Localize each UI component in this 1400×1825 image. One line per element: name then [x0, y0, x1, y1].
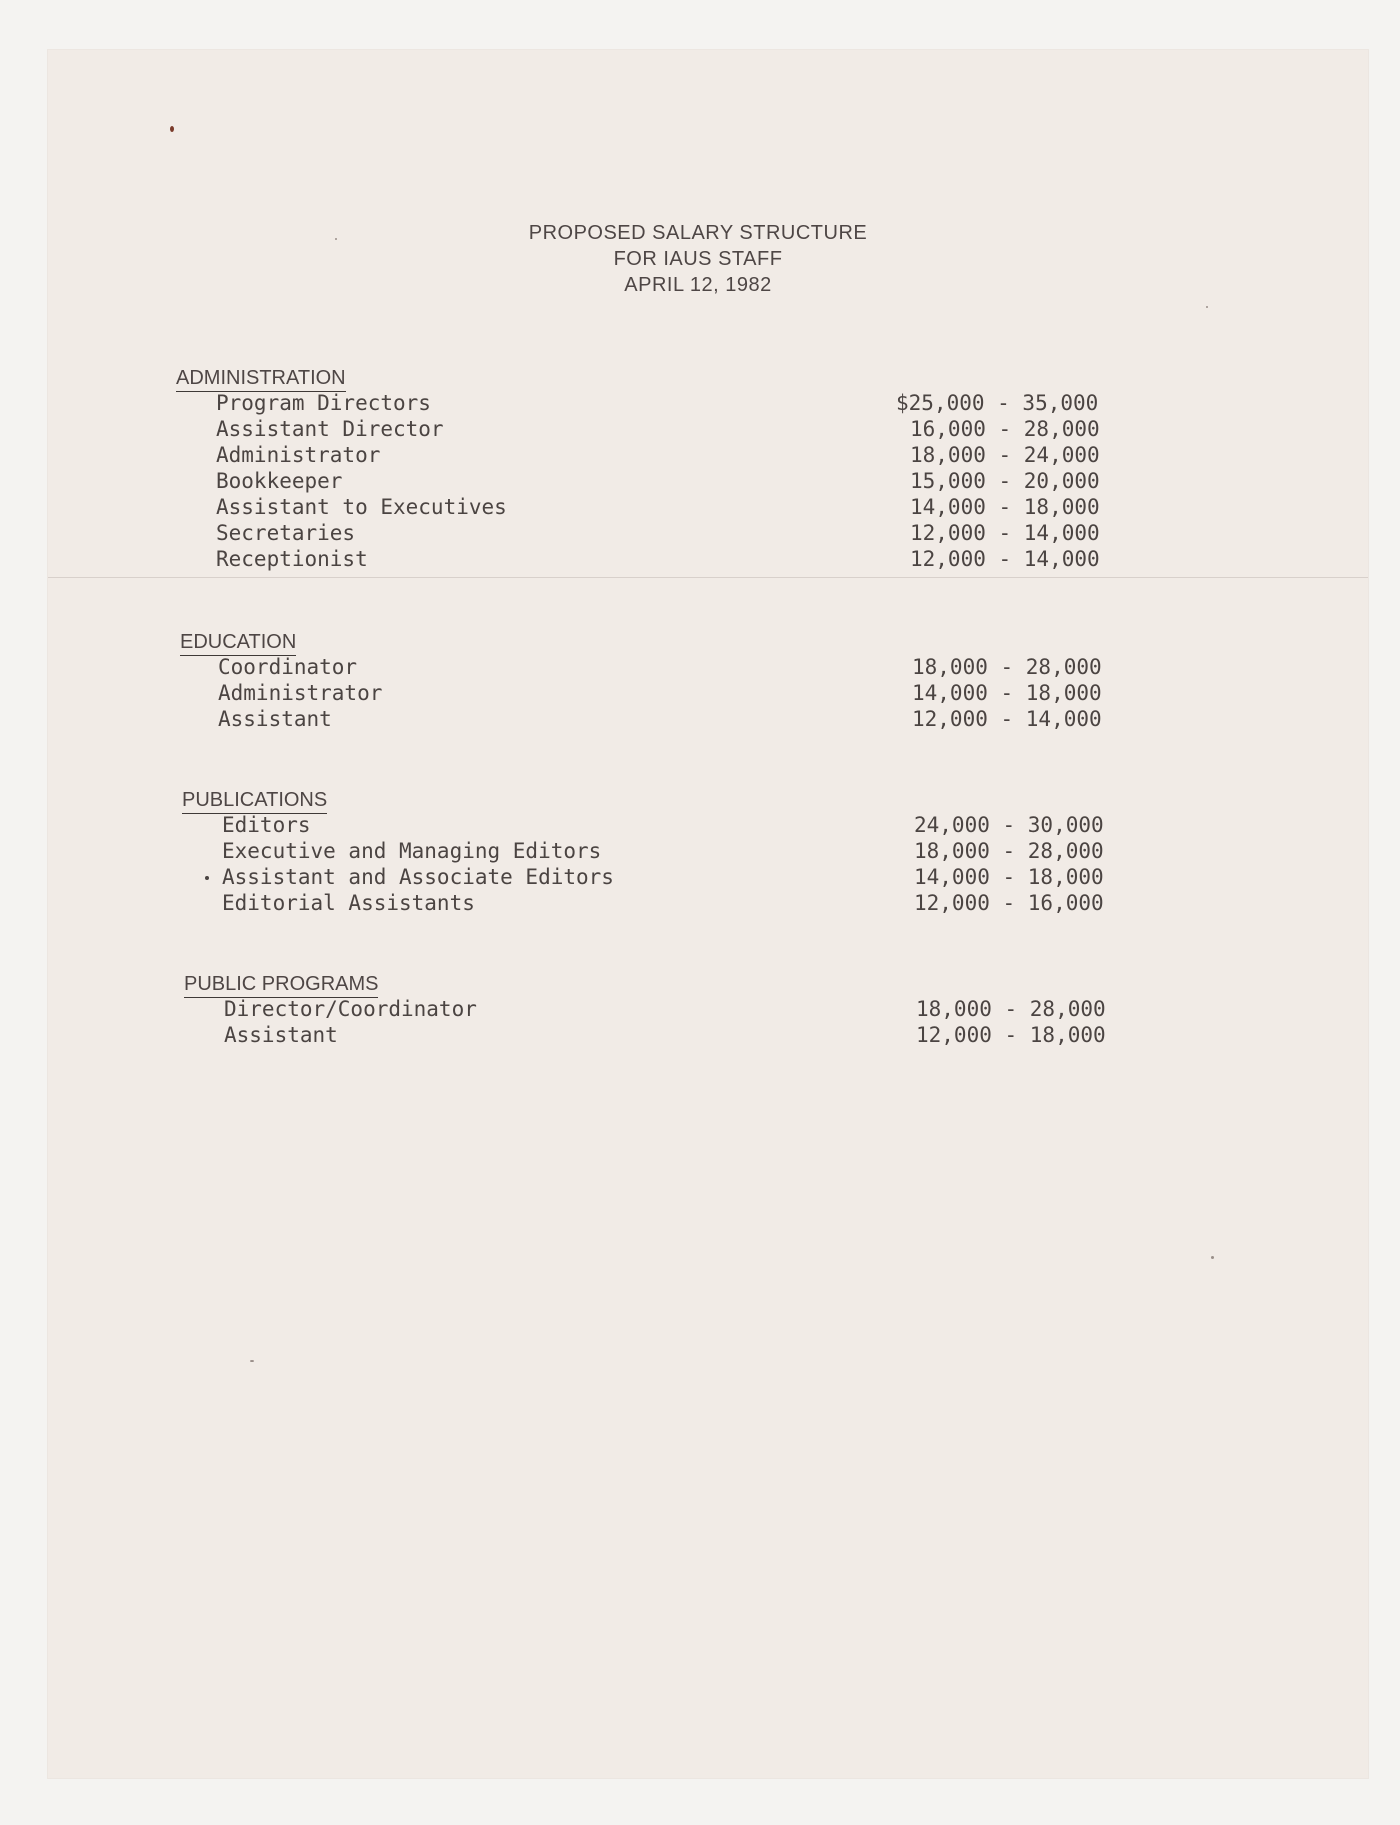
- paper-speck: [335, 238, 337, 240]
- salary-range: 14,000 - 18,000: [912, 681, 1102, 705]
- table-row: [48, 706, 1368, 732]
- section-heading: EDUCATION: [180, 630, 296, 656]
- table-row: [48, 520, 1368, 546]
- salary-range: 12,000 - 14,000: [910, 521, 1100, 545]
- position-title: Administrator: [216, 443, 381, 467]
- salary-range: 12,000 - 14,000: [910, 547, 1100, 571]
- table-row: [48, 390, 1368, 416]
- position-title: Editors: [222, 813, 311, 837]
- salary-range: 12,000 - 14,000: [912, 707, 1102, 731]
- title-line: PROPOSED SALARY STRUCTURE: [528, 222, 868, 244]
- salary-range: 18,000 - 28,000: [914, 839, 1104, 863]
- position-title: Assistant: [224, 1023, 338, 1047]
- salary-range: 14,000 - 18,000: [914, 865, 1104, 889]
- paper-speck: [170, 126, 174, 132]
- salary-range: 18,000 - 28,000: [912, 655, 1102, 679]
- section-heading: ADMINISTRATION: [176, 366, 346, 392]
- table-row: [48, 680, 1368, 706]
- date-line: APRIL 12, 1982: [624, 274, 772, 296]
- table-row: [48, 812, 1368, 838]
- salary-range: 18,000 - 24,000: [910, 443, 1100, 467]
- position-title: Executive and Managing Editors: [222, 839, 602, 863]
- position-title: Assistant: [218, 707, 332, 731]
- salary-range: 18,000 - 28,000: [916, 997, 1106, 1021]
- paper-speck: [1206, 306, 1208, 308]
- salary-range: 12,000 - 18,000: [916, 1023, 1106, 1047]
- position-title: Assistant to Executives: [216, 495, 507, 519]
- table-row: [48, 494, 1368, 520]
- table-row: [48, 546, 1368, 572]
- salary-range: 14,000 - 18,000: [910, 495, 1100, 519]
- position-title: Administrator: [218, 681, 383, 705]
- position-title: Secretaries: [216, 521, 356, 545]
- paper-fold-line: [48, 577, 1368, 578]
- table-row: [48, 416, 1368, 442]
- table-row: [48, 864, 1368, 890]
- document-title: [368, 220, 1028, 298]
- table-row: [48, 996, 1368, 1022]
- table-row: [48, 442, 1368, 468]
- table-row: [48, 890, 1368, 916]
- position-title: Editorial Assistants: [222, 891, 475, 915]
- paper-speck: [1211, 1256, 1214, 1259]
- salary-range: $25,000 - 35,000: [896, 391, 1099, 415]
- document-page: [48, 50, 1368, 1778]
- section-heading: PUBLICATIONS: [182, 788, 327, 814]
- table-row: [48, 1022, 1368, 1048]
- position-title: Receptionist: [216, 547, 368, 571]
- position-title: Bookkeeper: [216, 469, 343, 493]
- salary-range: 16,000 - 28,000: [910, 417, 1100, 441]
- section-heading: PUBLIC PROGRAMS: [184, 972, 378, 998]
- salary-range: 12,000 - 16,000: [914, 891, 1104, 915]
- position-title: Program Directors: [216, 391, 431, 415]
- position-title: Coordinator: [218, 655, 358, 679]
- position-title: Director/Coordinator: [224, 997, 477, 1021]
- table-row: [48, 468, 1368, 494]
- paper-speck: [250, 1360, 254, 1362]
- bullet-icon: [205, 876, 209, 880]
- table-row: [48, 838, 1368, 864]
- salary-range: 24,000 - 30,000: [914, 813, 1104, 837]
- position-title: Assistant Director: [216, 417, 444, 441]
- position-title: Assistant and Associate Editors: [222, 865, 614, 889]
- subtitle-line: FOR IAUS STAFF: [613, 248, 783, 270]
- salary-range: 15,000 - 20,000: [910, 469, 1100, 493]
- table-row: [48, 654, 1368, 680]
